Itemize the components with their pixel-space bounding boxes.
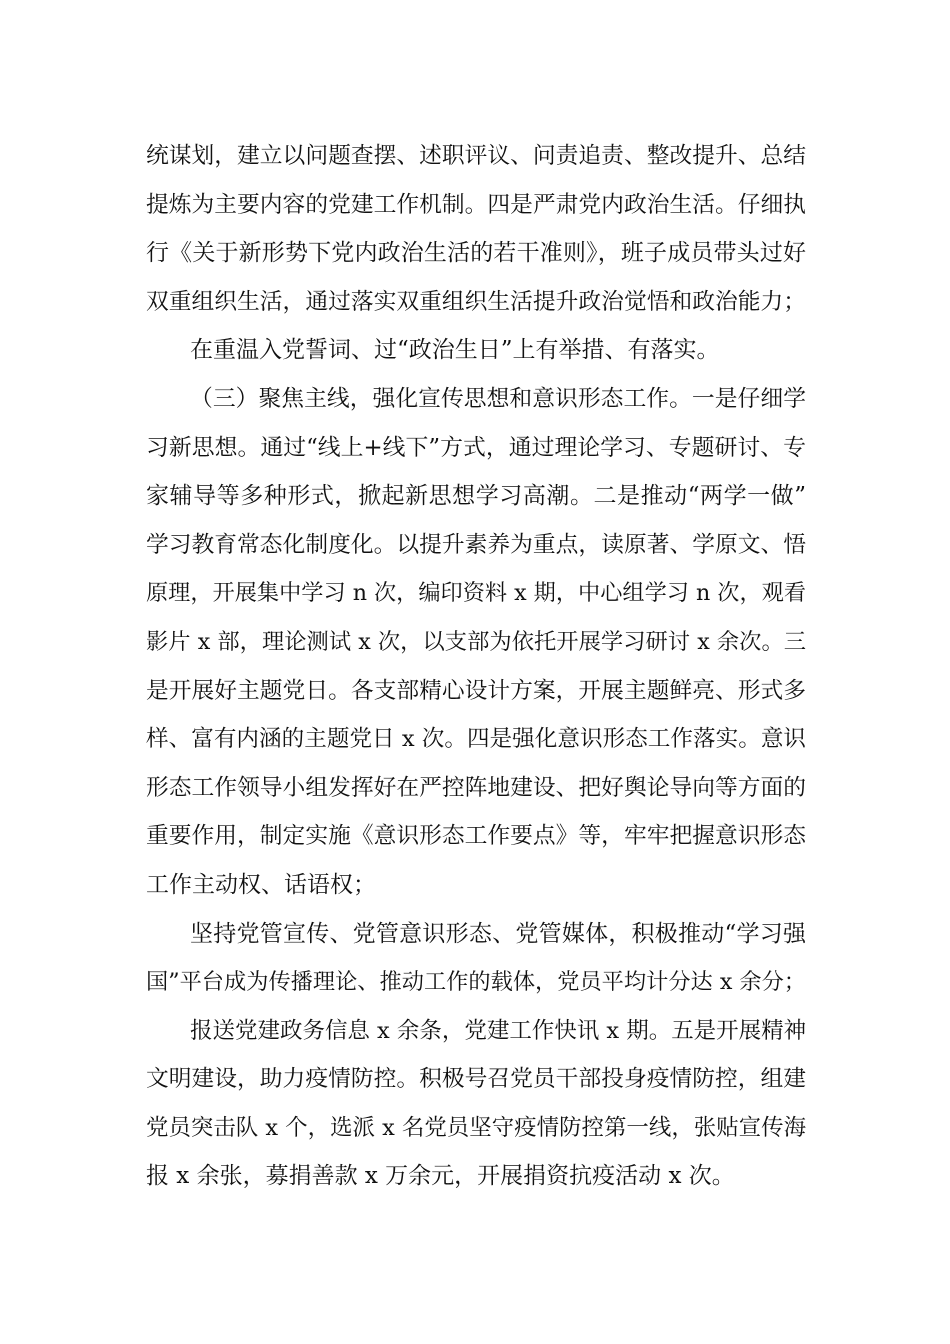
text-line: 习新思想。通过“线上+线下”方式，通过理论学习、专题研讨、专 <box>146 434 806 461</box>
text-line: 形态工作领导小组发挥好在严控阵地建设、把好舆论导向等方面的 <box>146 774 806 801</box>
text-line: 报送党建政务信息 x 余条，党建工作快讯 x 期。五是开展精神 <box>190 1017 807 1044</box>
text-line: 是开展好主题党日。各支部精心设计方案，开展主题鲜亮、形式多 <box>146 677 806 704</box>
text-line: 学习教育常态化制度化。以提升素养为重点，读原著、学原文、悟 <box>146 531 806 558</box>
text-line: 坚持党管宣传、党管意识形态、党管媒体，积极推动“学习强 <box>190 920 806 947</box>
text-line: 双重组织生活，通过落实双重组织生活提升政治觉悟和政治能力； <box>146 288 806 315</box>
document-body <box>146 132 806 1201</box>
text-line: 提炼为主要内容的党建工作机制。四是严肃党内政治生活。仔细执 <box>146 191 806 218</box>
text-line: 文明建设，助力疫情防控。积极号召党员干部投身疫情防控，组建 <box>146 1066 806 1093</box>
text-line: 样、富有内涵的主题党日 x 次。四是强化意识形态工作落实。意识 <box>146 726 806 753</box>
text-line: 行《关于新形势下党内政治生活的若干准则》，班子成员带头过好 <box>146 240 806 267</box>
text-line: 在重温入党誓词、过“政治生日”上有举措、有落实。 <box>190 337 720 364</box>
text-line: （三）聚焦主线，强化宣传思想和意识形态工作。一是仔细学 <box>190 385 806 412</box>
text-line: 原理，开展集中学习 n 次，编印资料 x 期，中心组学习 n 次，观看 <box>146 580 806 607</box>
text-line: 报 x 余张，募捐善款 x 万余元，开展捐资抗疫活动 x 次。 <box>146 1163 735 1190</box>
text-line: 党员突击队 x 个，选派 x 名党员坚守疫情防控第一线，张贴宣传海 <box>146 1114 806 1141</box>
text-line: 国”平台成为传播理论、推动工作的载体，党员平均计分达 x 余分； <box>146 969 806 996</box>
text-line: 工作主动权、话语权； <box>146 871 376 898</box>
text-line: 影片 x 部，理论测试 x 次，以支部为依托开展学习研讨 x 余次。三 <box>146 628 806 655</box>
text-line: 家辅导等多种形式，掀起新思想学习高潮。二是推动“两学一做” <box>146 483 806 510</box>
text-line: 重要作用，制定实施《意识形态工作要点》等，牢牢把握意识形态 <box>146 823 806 850</box>
text-line: 统谋划，建立以问题查摆、述职评议、问责追责、整改提升、总结 <box>146 143 806 169</box>
